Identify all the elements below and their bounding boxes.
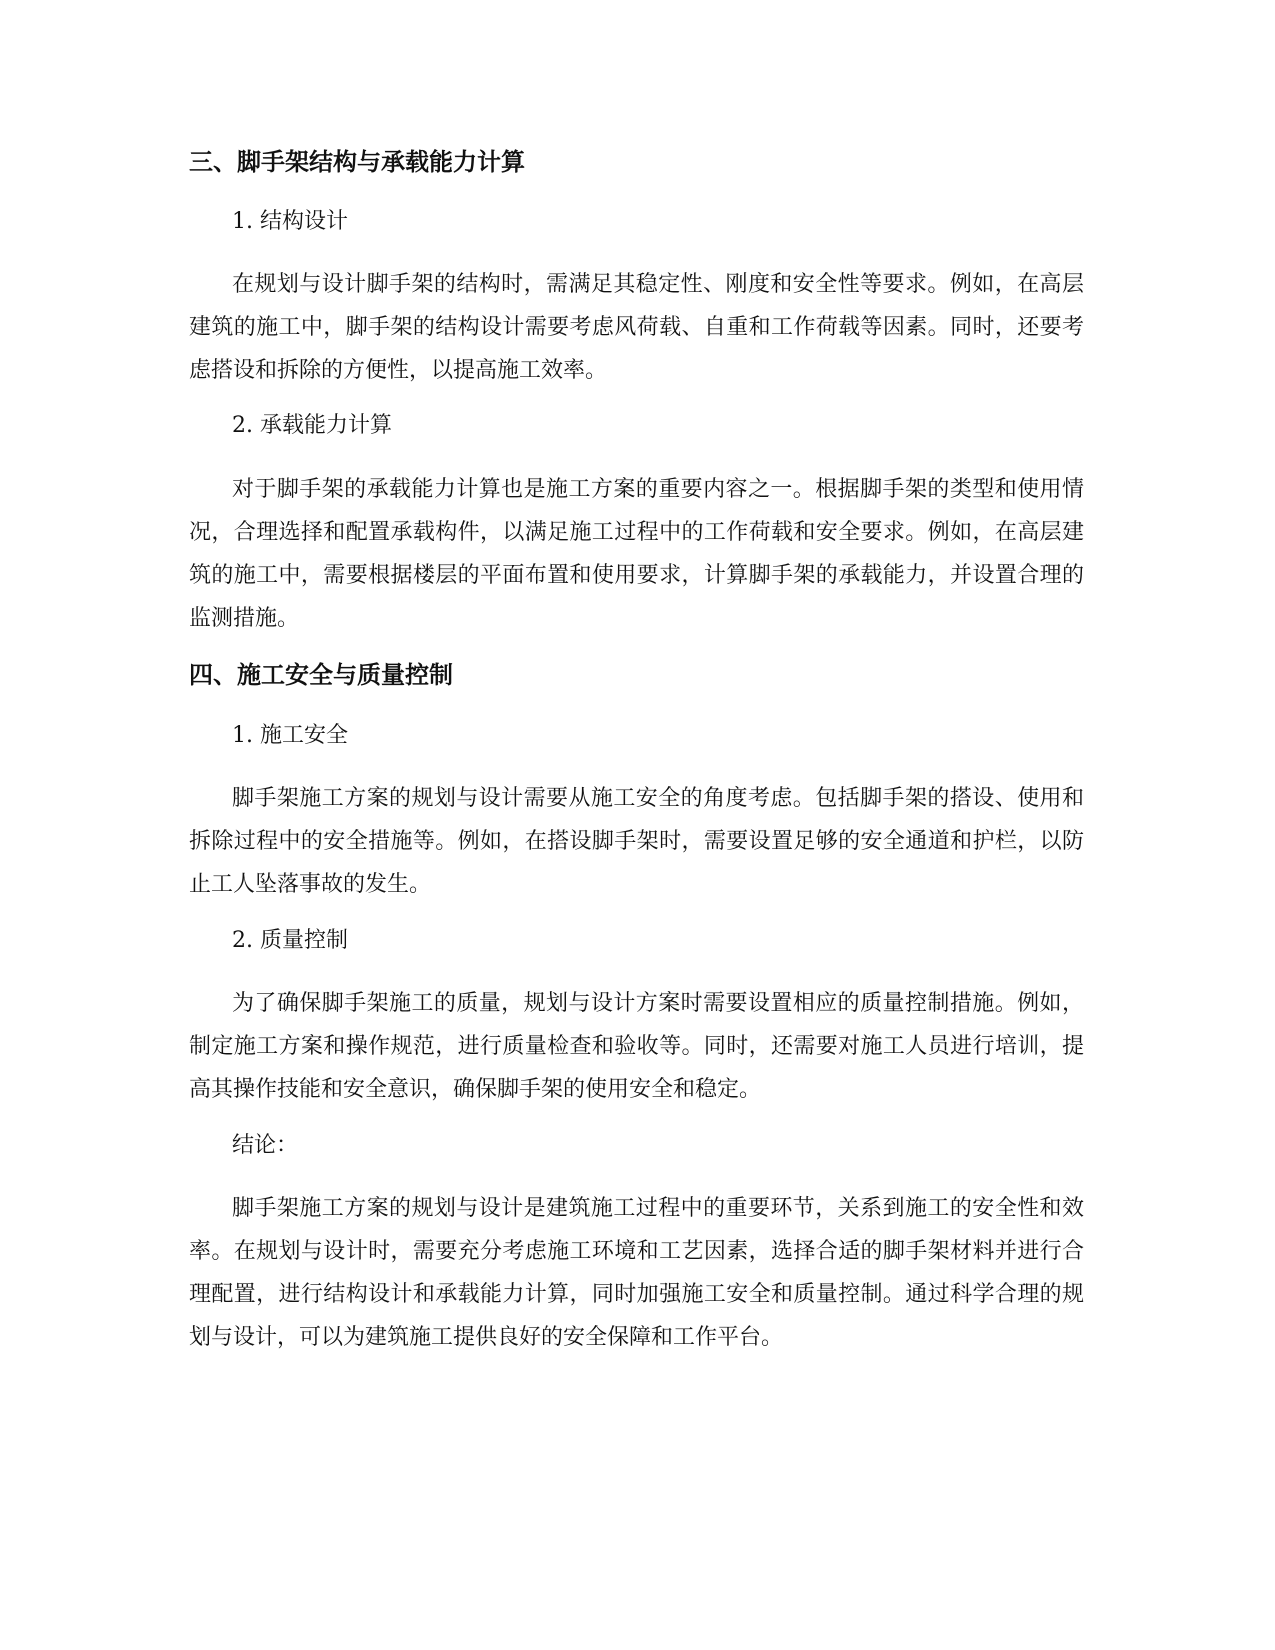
section-heading-structure: 三、脚手架结构与承载能力计算 bbox=[189, 148, 525, 176]
paragraph-structure-design: 在规划与设计脚手架的结构时，需满足其稳定性、刚度和安全性等要求。例如，在高层建筑的施工中，脚手架的结构设计需要考虑风荷载、自重和工作荷载等因素。同时，还要考虑搭设和拆除的方便性，以提高施工效率。 bbox=[189, 272, 1084, 383]
conclusion-label: 结论： bbox=[232, 1133, 299, 1158]
subheading-quality-control: 2. 质量控制 bbox=[232, 928, 348, 953]
subheading-structure-design: 1. 结构设计 bbox=[232, 209, 348, 234]
paragraph-quality-control: 为了确保脚手架施工的质量，规划与设计方案时需要设置相应的质量控制措施。例如，制定施工方案和操作规范，进行质量检查和验收等。同时，还需要对施工人员进行培训，提高其操作技能和安全意识，确保脚手架的使用安全和稳定。 bbox=[189, 991, 1084, 1102]
paragraph-construction-safety: 脚手架施工方案的规划与设计需要从施工安全的角度考虑。包括脚手架的搭设、使用和拆除过程中的安全措施等。例如，在搭设脚手架时，需要设置足够的安全通道和护栏，以防止工人坠落事故的发生。 bbox=[189, 786, 1084, 897]
subheading-construction-safety: 1. 施工安全 bbox=[232, 723, 348, 748]
subheading-load-capacity: 2. 承载能力计算 bbox=[232, 413, 392, 438]
section-heading-safety-quality: 四、施工安全与质量控制 bbox=[189, 661, 453, 689]
paragraph-conclusion: 脚手架施工方案的规划与设计是建筑施工过程中的重要环节，关系到施工的安全性和效率。在规划与设计时，需要充分考虑施工环境和工艺因素，选择合适的脚手架材料并进行合理配置，进行结构设计和承载能力计算，同时加强施工安全和质量控制。通过科学合理的规划与设计，可以为建筑施工提供良好的安全保障和工作平台。 bbox=[189, 1196, 1084, 1350]
paragraph-load-capacity: 对于脚手架的承载能力计算也是施工方案的重要内容之一。根据脚手架的类型和使用情况，合理选择和配置承载构件，以满足施工过程中的工作荷载和安全要求。例如，在高层建筑的施工中，需要根据楼层的平面布置和使用要求，计算脚手架的承载能力，并设置合理的监测措施。 bbox=[189, 477, 1084, 631]
